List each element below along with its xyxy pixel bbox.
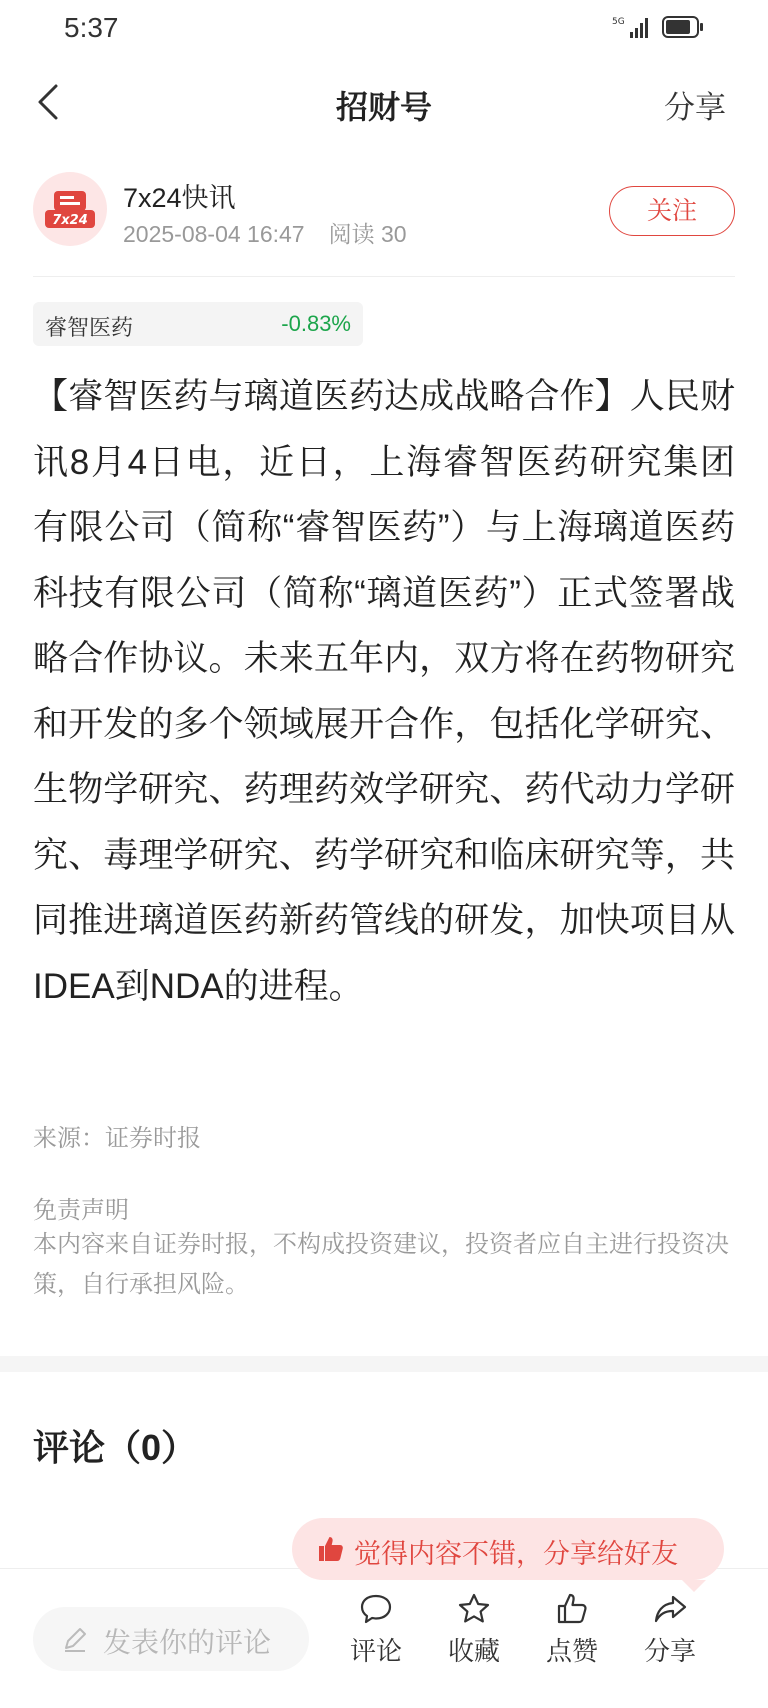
follow-button[interactable]: 关注 <box>609 186 735 236</box>
favorite-button[interactable] <box>436 1591 512 1668</box>
pen-icon <box>61 1625 89 1653</box>
like-button[interactable] <box>534 1591 610 1668</box>
publish-date: 2025-08-04 16:47 <box>123 221 305 247</box>
page-title: 招财号 <box>335 89 432 125</box>
thumbs-up-icon <box>316 1534 346 1564</box>
comment-button[interactable] <box>338 1591 414 1668</box>
avatar[interactable] <box>33 172 107 246</box>
news-logo-icon <box>45 190 95 230</box>
comment-input[interactable] <box>33 1607 309 1671</box>
divider <box>33 276 735 277</box>
comments-title: 评论（0） <box>33 1427 198 1468</box>
article-source: 来源：证券时报 <box>33 1125 201 1152</box>
header-share-button[interactable]: 分享 <box>664 90 726 125</box>
status-bar <box>0 0 768 56</box>
stock-name: 睿智医药 <box>45 315 134 340</box>
disclaimer-title: 免责声明 <box>33 1197 129 1224</box>
share-tip-bubble[interactable] <box>292 1518 724 1580</box>
action-label-like: 点赞 <box>545 1636 598 1666</box>
bottom-bar <box>0 1568 768 1708</box>
stock-tag[interactable] <box>33 302 363 346</box>
thumbs-up-icon <box>554 1591 590 1627</box>
comment-icon <box>358 1591 394 1627</box>
status-time: 5:37 <box>64 12 119 43</box>
network-label: 5G <box>612 17 625 27</box>
author-name[interactable]: 7x24快讯 <box>123 183 236 213</box>
article-body: 【睿智医药与璃道医药达成战略合作】人民财讯8月4日电，近日，上海睿智医药研究集团有限公司（简称“睿智医药”）与上海璃道医药科技有限公司（简称“璃道医药”）正式签署战略合作协议。未来五年内，双方将在药物研究和开发的多个领域展开合作，包括化学研究、生物学研究、药理药效学研究、药代动力学研究、毒理学研究、药学研究和临床研究等，共同推进璃道医药新药管线的研发，加快项目从IDEA到NDA的进程。 <box>33 377 735 1006</box>
signal-icon <box>612 14 652 40</box>
read-count: 阅读 30 <box>328 221 407 247</box>
section-divider <box>0 1356 768 1372</box>
stock-change: -0.83% <box>281 311 351 336</box>
author-meta <box>123 216 407 249</box>
battery-icon <box>662 15 704 39</box>
top-nav <box>0 56 768 148</box>
share-tip-text: 觉得内容不错，分享给好友 <box>354 1539 678 1569</box>
action-label-comment: 评论 <box>349 1636 402 1666</box>
action-label-favorite: 收藏 <box>447 1636 500 1666</box>
share-button[interactable] <box>632 1591 708 1668</box>
author-row <box>33 172 735 252</box>
disclaimer-body: 本内容来自证券时报，不构成投资建议，投资者应自主进行投资决策，自行承担风险。 <box>33 1231 729 1298</box>
comment-placeholder: 发表你的评论 <box>103 1627 272 1658</box>
star-icon <box>456 1591 492 1627</box>
share-icon <box>652 1591 688 1627</box>
action-label-share: 分享 <box>643 1636 696 1666</box>
avatar-text: 7x24 <box>52 213 88 228</box>
status-icons <box>612 14 704 40</box>
